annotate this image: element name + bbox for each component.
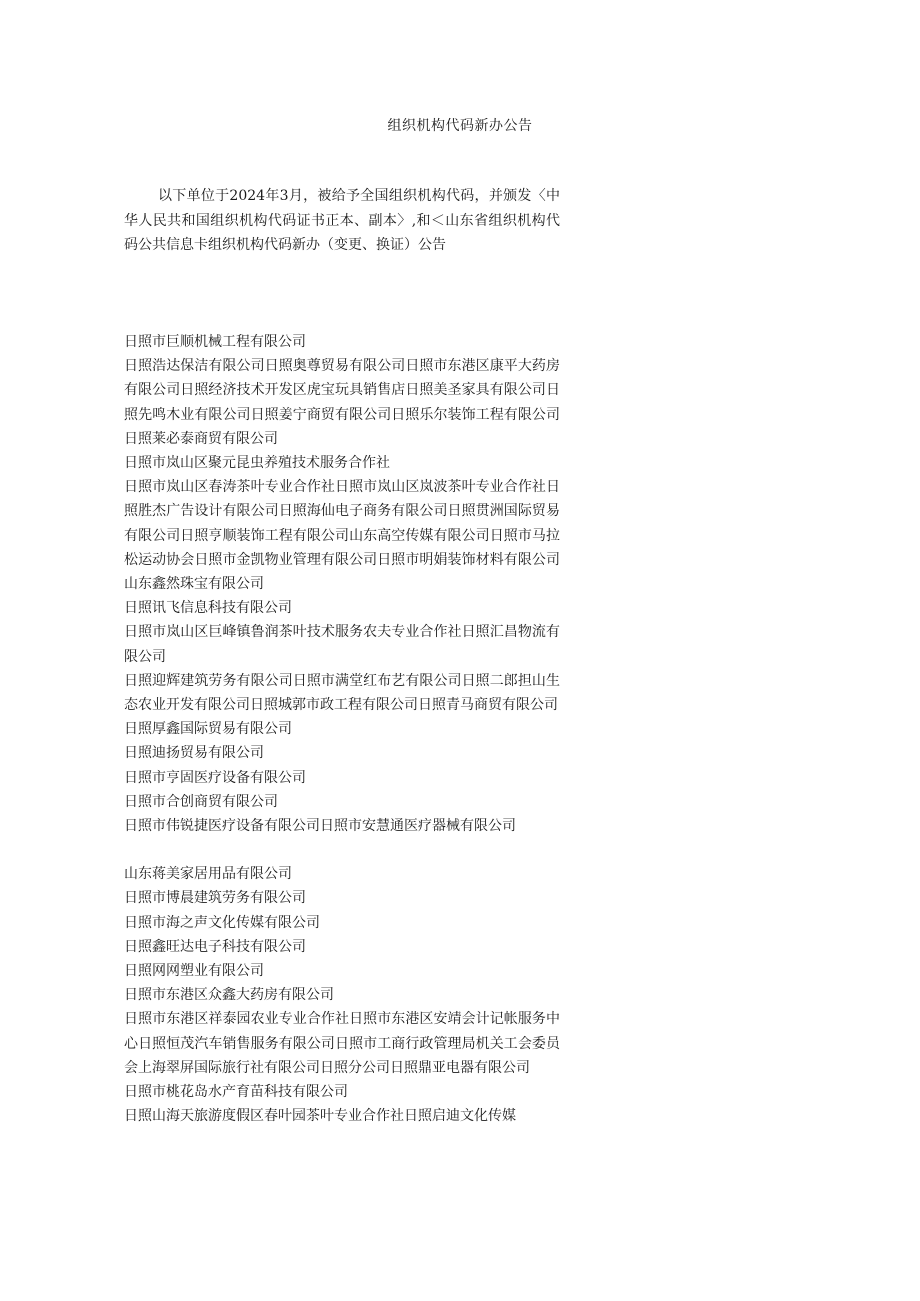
list-item: 日照市巨顺机械工程有限公司 — [124, 334, 306, 350]
list-item: 日照市桃花岛水产育苗科技有限公司 — [124, 1084, 348, 1101]
list-item: 日照市合创商贸有限公司 — [124, 793, 278, 810]
list-item: 日照市岚山区巨峰镇鲁润茶叶技术服务农夫专业合作社日照汇昌物流有限公司 — [124, 624, 560, 665]
list-item: 山东蒋美家居用品有限公司 — [124, 866, 292, 883]
document-title: 组织机构代码新办公告 — [387, 118, 533, 134]
list-item: 日照市东港区众鑫大药房有限公司 — [124, 987, 334, 1004]
list-item: 日照山海天旅游度假区春叶园茶叶专业合作社日照启迪文化传媒 — [124, 1108, 516, 1125]
list-item: 日照市博晨建筑劳务有限公司 — [124, 890, 306, 907]
list-item: 日照讯飞信息科技有限公司 — [124, 600, 292, 617]
list-item: 日照浩达保洁有限公司日照奥尊贸易有限公司日照市东港区康平大药房有限公司日照经济技术开发区虎宝玩具销售店日照美圣家具有限公司日照先鸣木业有限公司日照姜宁商贸有限公司日照乐尔装饰工程有限公司日照莱必泰商贸有限公司 — [124, 358, 560, 447]
list-item: 日照市海之声文化传媒有限公司 — [124, 914, 320, 931]
list-item: 日照迎辉建筑劳务有限公司日照市满堂红布艺有限公司日照二郎担山生态农业开发有限公司日照城郭市政工程有限公司日照青马商贸有限公司 — [124, 672, 560, 714]
list-item: 日照市岚山区春涛茶叶专业合作社日照市岚山区岚波茶叶专业合作社日照胜杰广告设计有限公司日照海仙电子商务有限公司日照贯洲国际贸易有限公司日照亨顺装饰工程有限公司山东高空传媒有限公司日照市马拉松运动协会日照市金凯物业管理有限公司日照市明娟装饰材料有限公司山东鑫然珠宝有限公司 — [124, 479, 560, 593]
list-item: 日照市岚山区聚元昆虫养殖技术服务合作社 — [124, 455, 390, 472]
list-item: 日照鑫旺达电子科技有限公司 — [124, 938, 306, 955]
list-item: 日照厚鑫国际贸易有限公司 — [124, 721, 292, 738]
paragraph-gap — [124, 838, 560, 862]
list-item: 日照网网塑业有限公司 — [124, 963, 264, 980]
list-item: 日照市东港区祥泰园农业专业合作社日照市东港区安靖会计记帐服务中心日照恒茂汽车销售服务有限公司日照市工商行政管理局机关工会委员会上海翠屏国际旅行社有限公司日照分公司日照鼎亚电器有限公司 — [124, 1011, 560, 1076]
list-item: 日照市伟锐捷医疗设备有限公司日照市安慧通医疗器械有限公司 — [124, 818, 516, 835]
intro-paragraph: 以下单位于2024年3月，被给予全国组织机构代码，并颁发〈中华人民共和国组织机构代码证书正本、副本〉,和＜山东省组织机构代码公共信息卡组织机构代码新办（变更、换证）公告 — [124, 188, 560, 253]
list-item: 日照市亨固医疗设备有限公司 — [124, 769, 306, 786]
organization-list — [124, 330, 560, 1129]
list-item: 日照迪扬贸易有限公司 — [124, 745, 264, 762]
